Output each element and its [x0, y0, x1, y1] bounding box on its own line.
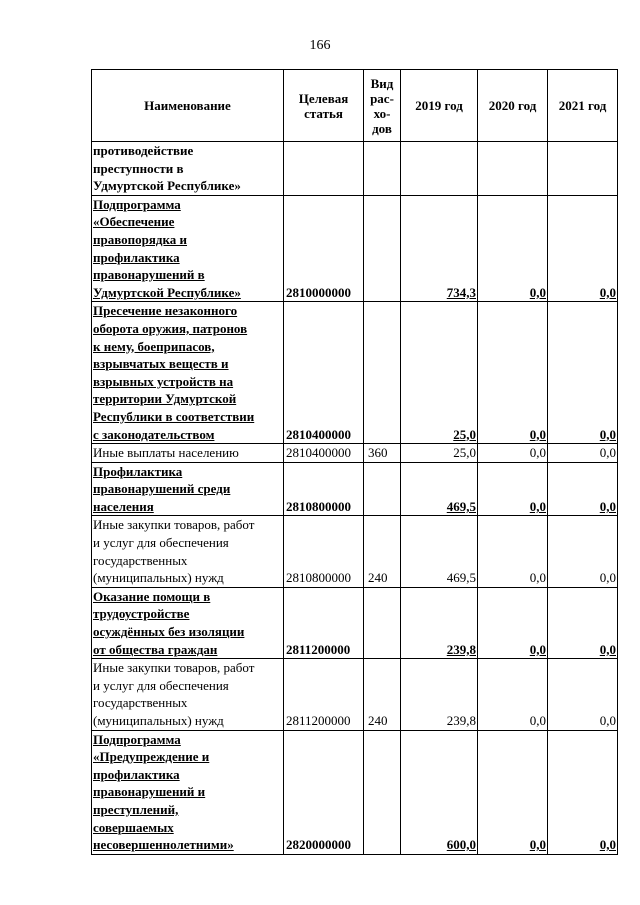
cell-2020: 0,0	[478, 462, 548, 516]
budget-table	[91, 69, 618, 855]
cell-expense-type: 240	[364, 516, 401, 587]
cell-2020	[478, 142, 548, 196]
cell-expense-type: 360	[364, 444, 401, 463]
cell-2020: 0,0	[478, 516, 548, 587]
cell-2019: 25,0	[401, 444, 478, 463]
cell-2019: 25,0	[401, 302, 478, 444]
cell-target-code: 2811200000	[284, 659, 364, 730]
cell-expense-type	[364, 302, 401, 444]
cell-name: Подпрограмма «Предупреждение и профилактика правонарушений и преступлений, совершаемых несовершеннолетними»	[92, 730, 284, 854]
cell-target-code: 2811200000	[284, 587, 364, 658]
table-row	[92, 462, 618, 516]
cell-2020: 0,0	[478, 302, 548, 444]
cell-2019: 469,5	[401, 462, 478, 516]
cell-2020: 0,0	[478, 659, 548, 730]
cell-name: противодействие преступности в Удмуртской Республике»	[92, 142, 284, 196]
table-row	[92, 730, 618, 854]
header-2020: 2020 год	[478, 70, 548, 142]
cell-2019	[401, 142, 478, 196]
page-number: 166	[309, 38, 331, 53]
cell-2021: 0,0	[548, 587, 618, 658]
table-body	[92, 142, 618, 855]
cell-target-code: 2810800000	[284, 462, 364, 516]
table-row	[92, 195, 618, 302]
cell-target-code: 2810000000	[284, 195, 364, 302]
cell-name: Подпрограмма «Обеспечение правопорядка и профилактика правонарушений в Удмуртской Республике»	[92, 195, 284, 302]
cell-2019: 239,8	[401, 659, 478, 730]
header-2021: 2021 год	[548, 70, 618, 142]
header-2019: 2019 год	[401, 70, 478, 142]
cell-2020: 0,0	[478, 195, 548, 302]
cell-target-code	[284, 142, 364, 196]
table-row	[92, 659, 618, 730]
cell-2021: 0,0	[548, 659, 618, 730]
table-header-row	[92, 70, 618, 142]
cell-expense-type	[364, 730, 401, 854]
cell-name: Иные выплаты населению	[92, 444, 284, 463]
cell-2019: 600,0	[401, 730, 478, 854]
cell-2020: 0,0	[478, 587, 548, 658]
cell-expense-type	[364, 462, 401, 516]
cell-expense-type	[364, 195, 401, 302]
table-row	[92, 516, 618, 587]
cell-2021: 0,0	[548, 302, 618, 444]
header-vid: Вид рас- хо- дов	[364, 70, 401, 142]
cell-2021: 0,0	[548, 444, 618, 463]
cell-2021: 0,0	[548, 195, 618, 302]
table-row	[92, 142, 618, 196]
cell-name: Профилактика правонарушений среди населения	[92, 462, 284, 516]
cell-2021: 0,0	[548, 730, 618, 854]
cell-2019: 469,5	[401, 516, 478, 587]
cell-expense-type	[364, 587, 401, 658]
cell-2021: 0,0	[548, 516, 618, 587]
cell-name: Иные закупки товаров, работ и услуг для обеспечения государственных (муниципальных) нужд	[92, 516, 284, 587]
cell-name: Пресечение незаконного оборота оружия, патронов к нему, боеприпасов, взрывчатых веществ и взрывных устройств на территории Удмуртской Республики в соответствии с законодательством	[92, 302, 284, 444]
cell-2020: 0,0	[478, 444, 548, 463]
cell-expense-type: 240	[364, 659, 401, 730]
table-row	[92, 302, 618, 444]
cell-name: Оказание помощи в трудоустройстве осуждённых без изоляции от общества граждан	[92, 587, 284, 658]
cell-2020: 0,0	[478, 730, 548, 854]
header-name: Наименование	[92, 70, 284, 142]
cell-2019: 239,8	[401, 587, 478, 658]
cell-target-code: 2820000000	[284, 730, 364, 854]
cell-2021	[548, 142, 618, 196]
cell-name: Иные закупки товаров, работ и услуг для обеспечения государственных (муниципальных) нужд	[92, 659, 284, 730]
cell-2021: 0,0	[548, 462, 618, 516]
table-row	[92, 587, 618, 658]
cell-target-code: 2810400000	[284, 444, 364, 463]
cell-target-code: 2810800000	[284, 516, 364, 587]
cell-target-code: 2810400000	[284, 302, 364, 444]
cell-2019: 734,3	[401, 195, 478, 302]
header-code: Целевая статья	[284, 70, 364, 142]
cell-expense-type	[364, 142, 401, 196]
table-row	[92, 444, 618, 463]
